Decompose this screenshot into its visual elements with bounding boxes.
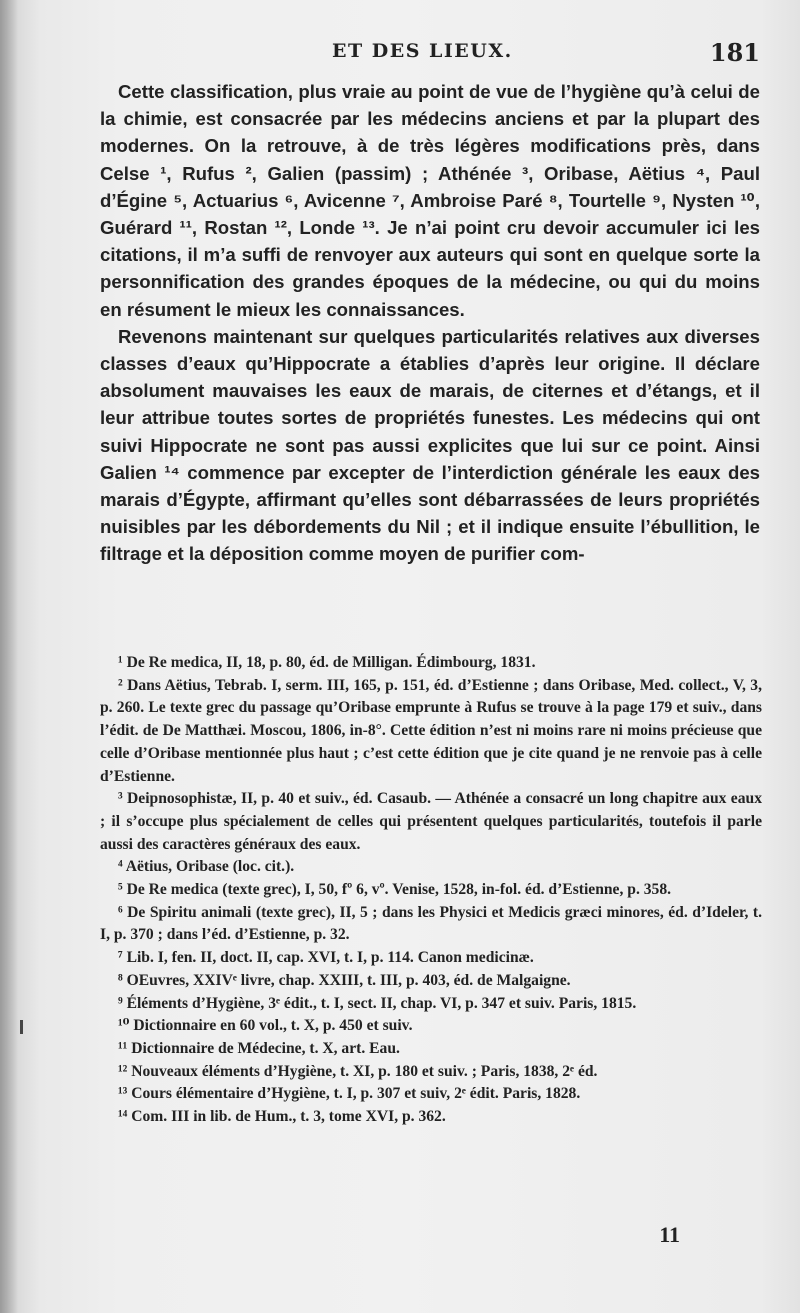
footnote-7: ⁷ Lib. I, fen. II, doct. II, cap. XVI, t. I, p. 114. Canon medicinæ.: [118, 949, 534, 967]
binding-shadow: [0, 0, 18, 1313]
footnote-5: ⁵ De Re medica (texte grec), I, 50, fº 6, vº. Venise, 1528, in-fol. éd. d’Estienne, p. 358.: [118, 881, 672, 899]
signature-mark: 11: [659, 1222, 680, 1247]
footnote-1: ¹ De Re medica, II, 18, p. 80, éd. de Milligan. Édimbourg, 1831.: [118, 654, 536, 671]
page-number: 181: [709, 38, 760, 67]
footnote-2: ² Dans Aëtius, Tebrab. I, serm. III, 165, p. 151, éd. d’Estienne ; dans Oribase, Med. collect., V, 3, p. 260. Le texte grec du passage qu’Oribase emprunte à Rufus se trouve à la page 179 et suiv., dans l’édit. de De Matthæi. Moscou, 1806, in-8°. Cette édition n’est ni moins rare ni moins précieuse que celle d’Oribase mentionnée plus haut ; c’est cette édition que je cite quand je ne renvoie pas à celle d’Estienne.: [100, 676, 762, 785]
footnote-8: ⁸ OEuvres, XXIVᵉ livre, chap. XXIII, t. III, p. 403, éd. de Malgaigne.: [118, 971, 571, 989]
footnote-10: ¹⁰ Dictionnaire en 60 vol., t. X, p. 450 et suiv.: [118, 1017, 413, 1035]
page-header: [100, 38, 760, 68]
footnote-4: ⁴ Aëtius, Oribase (loc. cit.).: [118, 858, 295, 876]
paragraph-1: Cette classification, plus vraie au point de vue de l’hygiène qu’à celui de la chimie, est consacrée par les médecins anciens et par la plupart des modernes. On la retrouve, à de très légères modifications près, dans Celse ¹, Rufus ², Galien (passim) ; Athénée ³, Oribase, Aëtius ⁴, Paul d’Égine ⁵, Actuarius ⁶, Avicenne ⁷, Ambroise Paré ⁸, Tourtelle ⁹, Nysten ¹⁰, Guérard ¹¹, Rostan ¹², Londe ¹³. Je n’ai point cru devoir accumuler ici les citations, il m’a suffi de renvoyer aux auteurs qui sont en quelque sorte la personnification des grandes époques de la médecine, ou qui du moins en résument le mieux les connaissances.: [100, 81, 760, 320]
footnote-3: ³ Deipnosophistæ, II, p. 40 et suiv., éd. Casaub. — Athénée a consacré un long chapitre aux eaux ; il s’occupe plus spécialement de celles qui présentent quelques particularités, toutefois il parle aussi des caractères généraux des eaux.: [100, 790, 762, 853]
running-head: ET DES LIEUX.: [332, 40, 513, 62]
footnotes: [100, 652, 762, 1129]
footnote-9: ⁹ Éléments d’Hygiène, 3ᵉ édit., t. I, sect. II, chap. VI, p. 347 et suiv. Paris, 1815.: [118, 994, 637, 1012]
footnote-14: ¹⁴ Com. III in lib. de Hum., t. 3, tome XVI, p. 362.: [118, 1108, 446, 1126]
main-text: [100, 78, 760, 568]
footnote-6: ⁶ De Spiritu animali (texte grec), II, 5 ; dans les Physici et Medicis græci minores, éd. d’Ideler, t. I, p. 370 ; dans l’éd. d’Estienne, p. 32.: [100, 903, 762, 944]
footnote-12: ¹² Nouveaux éléments d’Hygiène, t. XI, p. 180 et suiv. ; Paris, 1838, 2ᵉ éd.: [118, 1062, 598, 1080]
footnote-11: ¹¹ Dictionnaire de Médecine, t. X, art. Eau.: [118, 1039, 400, 1057]
paragraph-2: Revenons maintenant sur quelques particularités relatives aux diverses classes d’eaux qu’Hippocrate a établies d’après leur origine. Il déclare absolument mauvaises les eaux de marais, de citernes et d’étangs, et il leur attribue toutes sortes de propriétés funestes. Les médecins qui ont suivi Hippocrate ne sont pas aussi explicites que lui sur ce point. Ainsi Galien ¹⁴ commence par excepter de l’interdiction générale les eaux des marais d’Égypte, affirmant qu’elles sont débarrassées de leurs propriétés nuisibles par les débordements du Nil ; et il indique ensuite l’ébullition, le filtrage et la déposition comme moyen de purifier com-: [100, 325, 760, 565]
footnote-13: ¹³ Cours élémentaire d’Hygiène, t. I, p. 307 et suiv, 2ᵉ édit. Paris, 1828.: [118, 1085, 581, 1103]
scan-mark: [20, 1020, 23, 1034]
